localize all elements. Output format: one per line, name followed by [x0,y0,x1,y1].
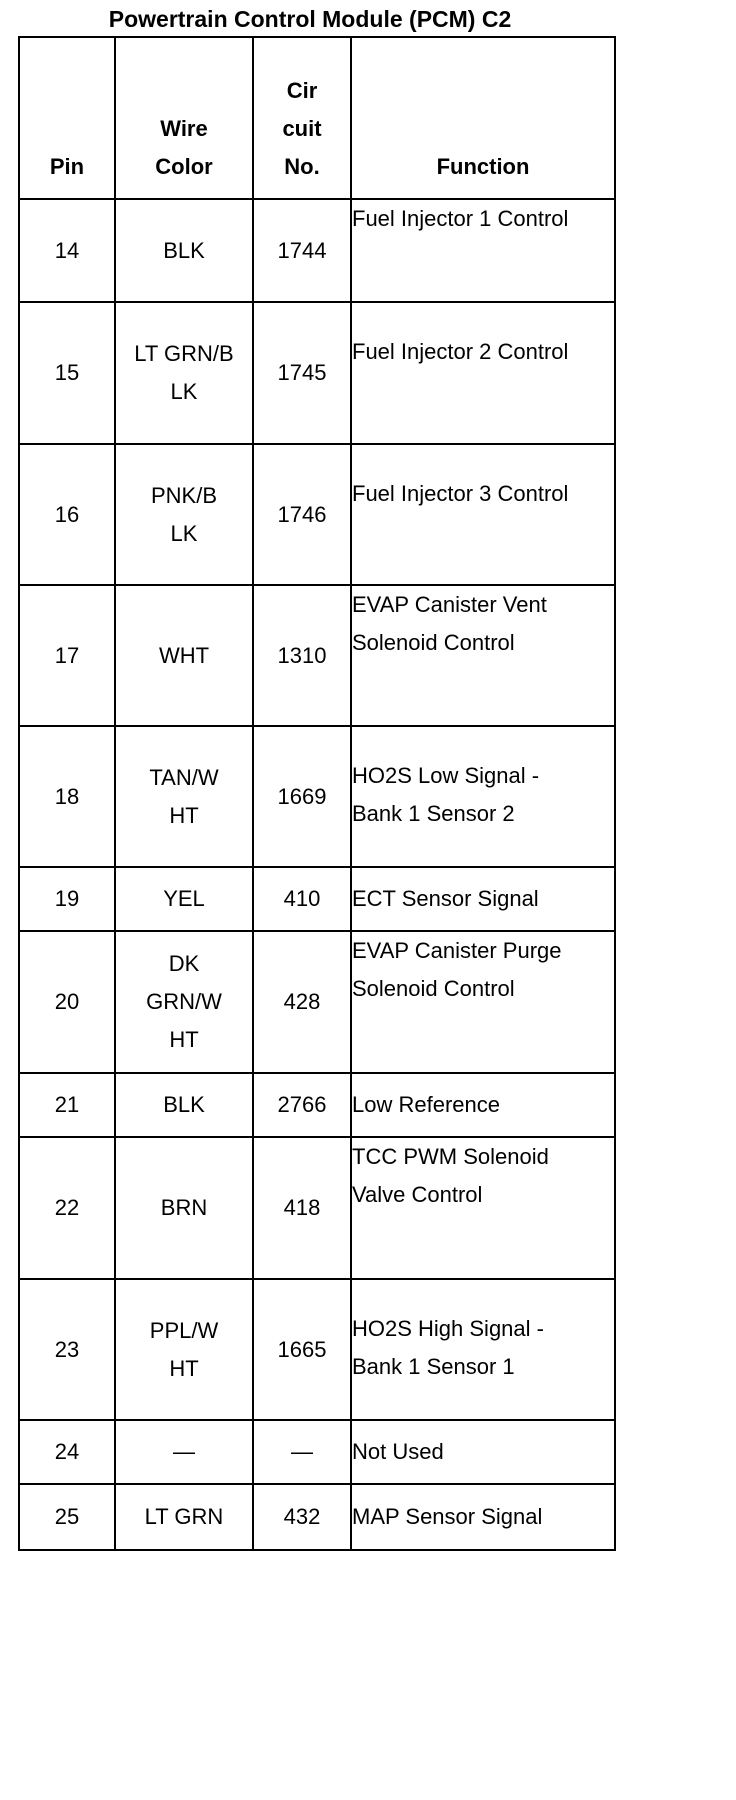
wire-color-cell: TAN/W HT [115,726,253,867]
pin-cell: 23 [19,1279,115,1420]
wire-color-cell: PNK/B LK [115,444,253,585]
page-title: Powertrain Control Module (PCM) C2 [108,6,512,32]
wire-color-cell: DK GRN/W HT [115,931,253,1073]
pin-cell: 24 [19,1420,115,1484]
circuit-cell: 410 [253,867,351,931]
function-cell: Not Used [351,1420,615,1484]
table-row [19,302,615,444]
wire-color-cell: WHT [115,585,253,726]
circuit-cell: 1746 [253,444,351,585]
pin-cell: 21 [19,1073,115,1137]
wire-color-cell: LT GRN [115,1484,253,1550]
function-cell: TCC PWM Solenoid Valve Control [351,1137,615,1279]
table-row [19,867,615,931]
function-cell: Low Reference [351,1073,615,1137]
circuit-cell: 2766 [253,1073,351,1137]
circuit-cell: 428 [253,931,351,1073]
wire-color-cell: — [115,1420,253,1484]
pin-cell: 19 [19,867,115,931]
table-row [19,444,615,585]
wire-color-cell: LT GRN/B LK [115,302,253,444]
pin-cell: 16 [19,444,115,585]
function-cell: HO2S Low Signal - Bank 1 Sensor 2 [351,726,615,867]
circuit-cell: 1744 [253,199,351,302]
function-cell: HO2S High Signal - Bank 1 Sensor 1 [351,1279,615,1420]
wire-color-cell: BRN [115,1137,253,1279]
function-cell: Fuel Injector 3 Control [351,444,615,585]
circuit-header: Cir cuit No. [253,37,351,199]
circuit-cell: — [253,1420,351,1484]
table-row [19,1137,615,1279]
table-row [19,1484,615,1550]
function-cell: EVAP Canister Purge Solenoid Control [351,931,615,1073]
circuit-cell: 432 [253,1484,351,1550]
circuit-cell: 1669 [253,726,351,867]
pin-table [18,36,616,1551]
circuit-cell: 1665 [253,1279,351,1420]
function-cell: MAP Sensor Signal [351,1484,615,1550]
wire-color-cell: YEL [115,867,253,931]
function-header: Function [351,37,615,199]
wire-color-cell: PPL/W HT [115,1279,253,1420]
table-row [19,585,615,726]
pin-cell: 17 [19,585,115,726]
table-row [19,1073,615,1137]
function-cell: ECT Sensor Signal [351,867,615,931]
circuit-cell: 418 [253,1137,351,1279]
pin-cell: 15 [19,302,115,444]
table-row [19,726,615,867]
pin-cell: 22 [19,1137,115,1279]
wire-color-cell: BLK [115,1073,253,1137]
table-row [19,1279,615,1420]
function-cell: EVAP Canister Vent Solenoid Control [351,585,615,726]
table-row [19,199,615,302]
pin-header: Pin [19,37,115,199]
function-cell: Fuel Injector 2 Control [351,302,615,444]
table-row [19,931,615,1073]
circuit-cell: 1745 [253,302,351,444]
pin-cell: 14 [19,199,115,302]
circuit-cell: 1310 [253,585,351,726]
header-row [19,37,615,199]
wire-color-cell: BLK [115,199,253,302]
pin-cell: 18 [19,726,115,867]
pin-cell: 25 [19,1484,115,1550]
pin-cell: 20 [19,931,115,1073]
wire-color-header: Wire Color [115,37,253,199]
table-row [19,1420,615,1484]
function-cell: Fuel Injector 1 Control [351,199,615,302]
